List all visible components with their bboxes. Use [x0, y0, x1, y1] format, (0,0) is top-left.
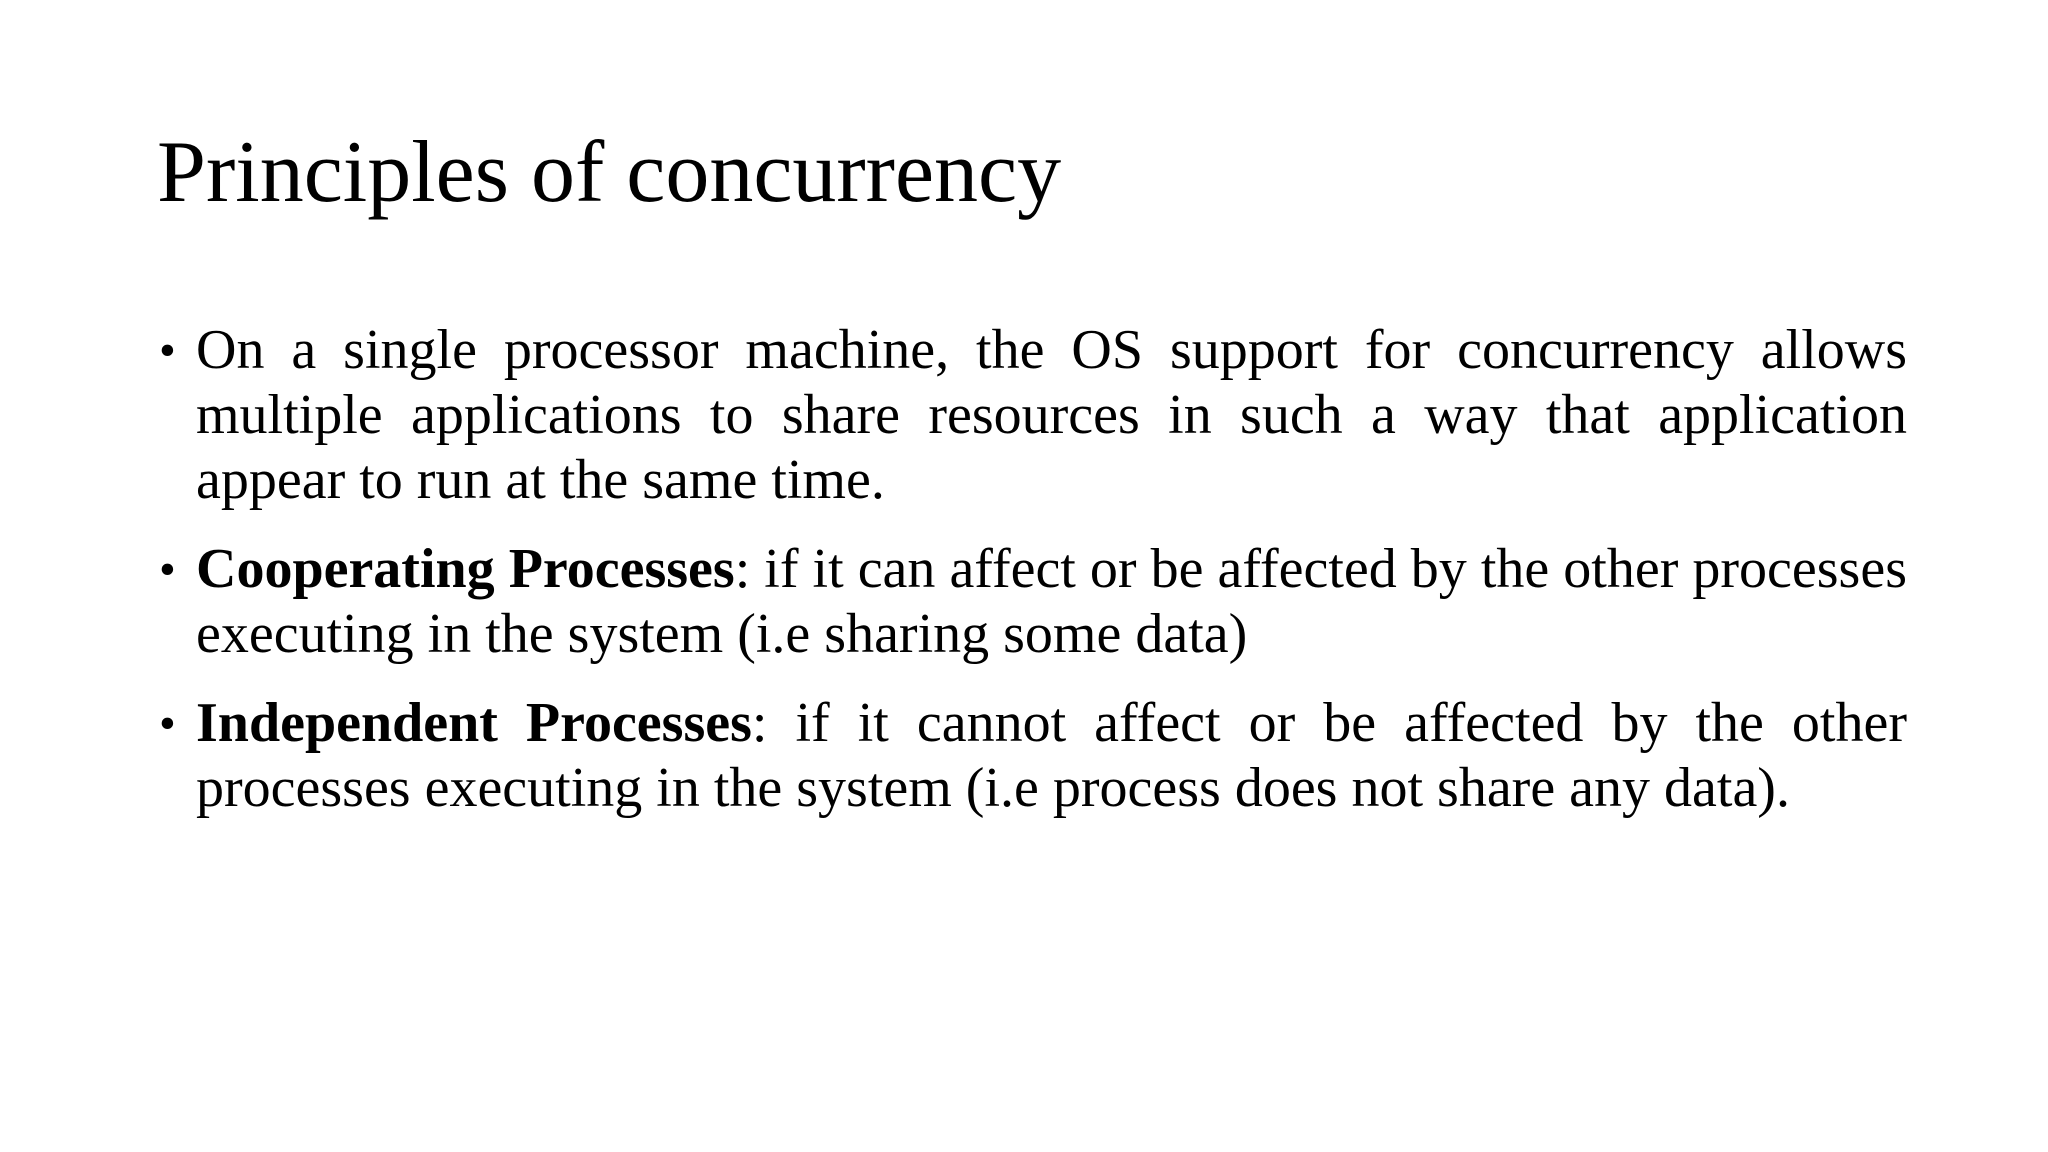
bullet-term: Independent Processes	[196, 692, 752, 754]
bullet-text: On a single processor machine, the OS support for concurrency allows multiple applications to share resources in such a way that application appear to run at the same time.	[196, 319, 1907, 511]
bullet-list	[157, 318, 1907, 845]
bullet-text: : if it can affect or be affected by the other processes executing in the system (i.e sharing some data)	[196, 538, 1907, 665]
bullet-icon: •	[159, 697, 176, 750]
bullet-text: : if it cannot affect or be affected by the other processes executing in the system (i.e process does not share any data).	[196, 692, 1907, 819]
bullet-term: Cooperating Processes	[196, 538, 735, 600]
bullet-icon: •	[159, 324, 176, 377]
bullet-item-single-processor	[157, 318, 1907, 513]
bullet-item-independent-processes	[157, 691, 1907, 821]
slide-title: Principles of concurrency	[157, 124, 1062, 221]
bullet-icon: •	[159, 543, 176, 596]
bullet-item-cooperating-processes	[157, 537, 1907, 667]
